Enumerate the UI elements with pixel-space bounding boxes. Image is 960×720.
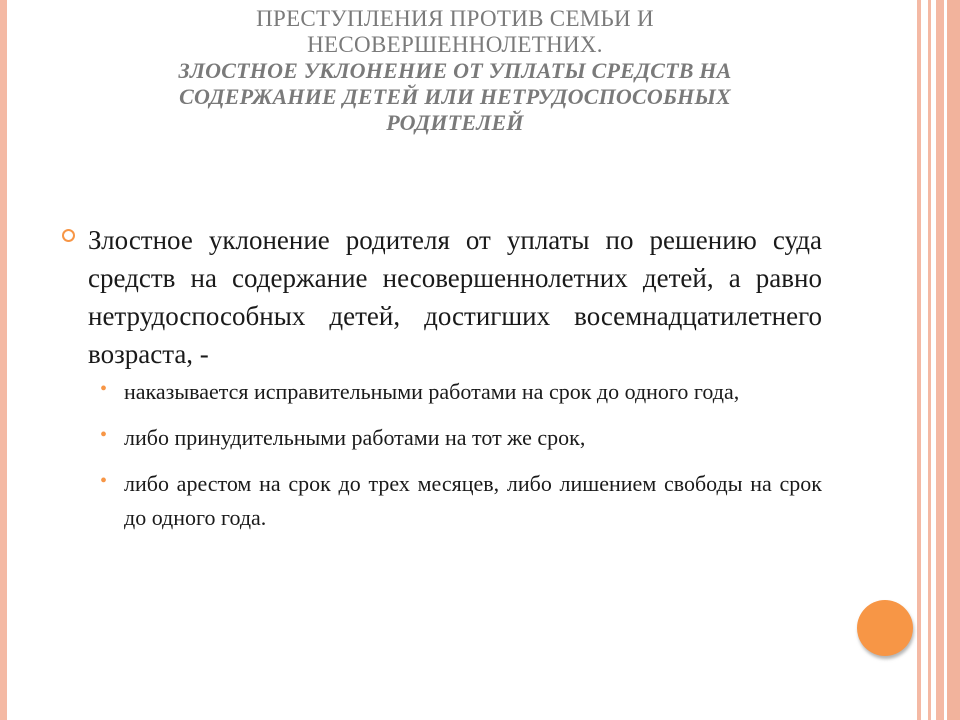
right-stripe-1 <box>917 0 921 720</box>
subtitle-line-1: ЗЛОСТНОЕ УКЛОНЕНИЕ ОТ УПЛАТЫ СРЕДСТВ НА <box>178 58 732 83</box>
slide-title <box>60 6 850 136</box>
dot-bullet-icon: • <box>100 378 108 400</box>
title-line-1: ПРЕСТУПЛЕНИЯ ПРОТИВ СЕМЬИ И <box>256 6 654 31</box>
right-stripe-4 <box>947 0 960 720</box>
sub-bullet-item <box>62 375 822 409</box>
sub-bullet-text: либо принудительными работами на тот же срок, <box>124 425 586 450</box>
title-line-2: НЕСОВЕРШЕННОЛЕТНИХ. <box>307 32 603 57</box>
right-stripe-2 <box>928 0 931 720</box>
left-frame-border <box>0 0 7 720</box>
right-stripe-3 <box>936 0 944 720</box>
sub-bullet-item <box>62 467 822 535</box>
sub-bullet-list <box>62 375 822 535</box>
main-bullet-text: Злостное уклонение родителя от уплаты по решению суда средств на содержание несовершеннолетних детей, а равно нетрудоспособных детей, достигших восемнадцатилетнего возраста, - <box>88 225 822 369</box>
ring-bullet-icon <box>62 229 75 242</box>
dot-bullet-icon: • <box>100 470 108 492</box>
dot-bullet-icon: • <box>100 424 108 446</box>
sub-bullet-text: либо арестом на срок до трех месяцев, либо лишением свободы на срок до одного года. <box>124 471 822 530</box>
sub-bullet-item <box>62 421 822 455</box>
main-bullet-item <box>62 221 822 373</box>
orange-circle-icon <box>857 600 913 656</box>
sub-bullet-text: наказывается исправительными работами на срок до одного года, <box>124 379 740 404</box>
slide-content <box>62 221 822 547</box>
subtitle-line-2: СОДЕРЖАНИЕ ДЕТЕЙ ИЛИ НЕТРУДОСПОСОБНЫХ <box>179 84 731 109</box>
subtitle-line-3: РОДИТЕЛЕЙ <box>386 110 524 135</box>
